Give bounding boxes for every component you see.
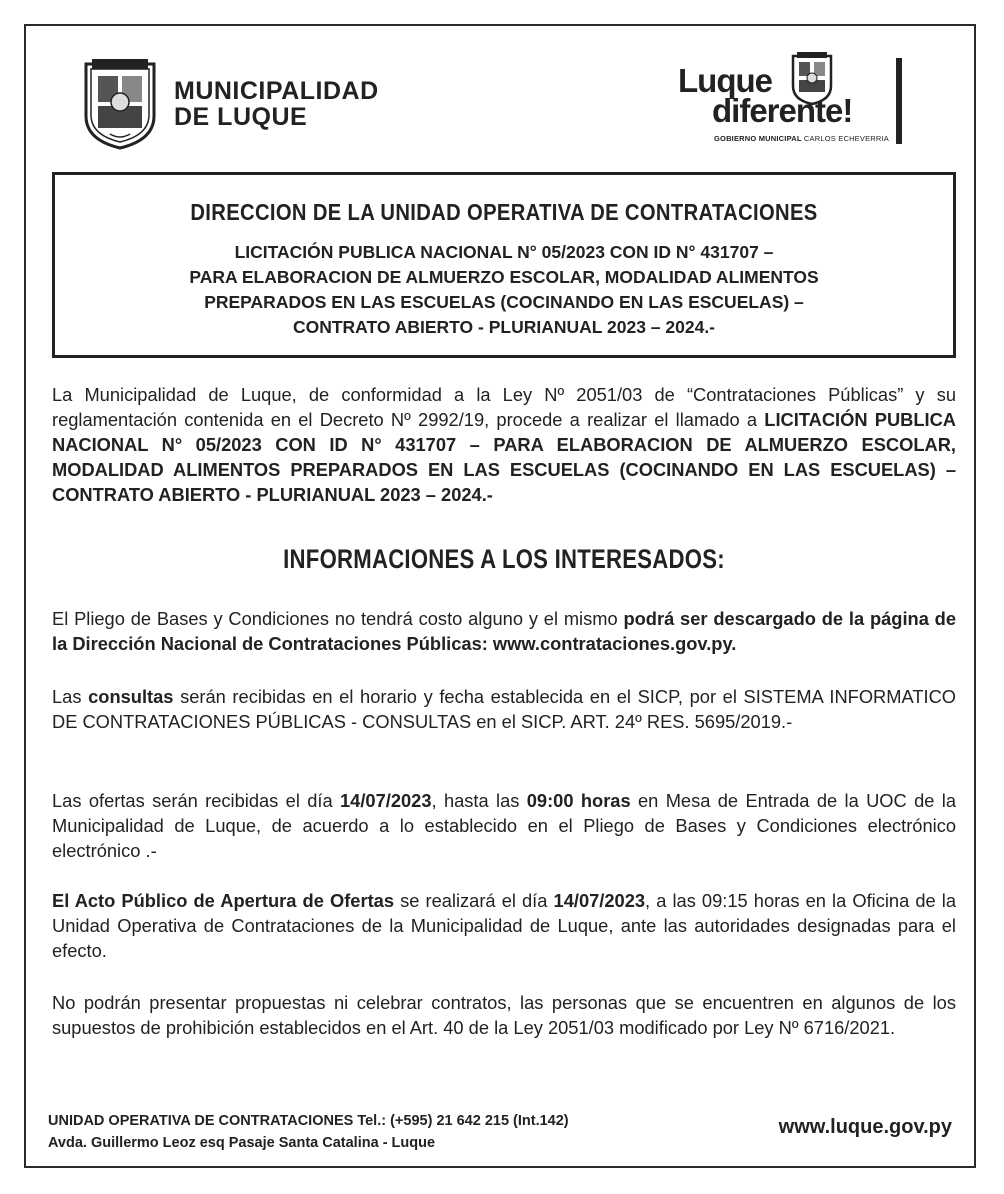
p3-date: 14/07/2023: [340, 790, 432, 811]
footer-contact: [48, 1110, 569, 1154]
p4-text-d: , a las 09:15 horas en la Oficina de la Unidad Operativa de Contrataciones de la Municipalidad de Luque, ante las autoridades designadas para el efecto.: [52, 890, 956, 961]
title-subtitle: [55, 240, 953, 340]
brand-subtitle-rest: CARLOS ECHEVERRIA: [801, 134, 890, 143]
p1-bold: podrá ser descargado de la página de la Dirección Nacional de Contrataciones Públicas: www.contrataciones.gov.py.: [52, 608, 957, 654]
paragraph-pliego: [52, 606, 956, 656]
p2-text-c: serán recibidas en el horario y fecha establecida en el SICP, por el SISTEMA INFORMATICO DE CONTRATACIONES PÚBLICAS - CONSULTAS en el SICP. ART. 24º RES. 5695/2019.-: [52, 686, 956, 732]
footer-line1: UNIDAD OPERATIVA DE CONTRATACIONES Tel.: (+595) 21 642 215 (Int.142): [48, 1113, 569, 1129]
title-sub-line4: CONTRATO ABIERTO - PLURIANUAL 2023 – 2024.-: [292, 317, 716, 337]
section-heading: INFORMACIONES A LOS INTERESADOS:: [283, 544, 725, 574]
paragraph-apertura: [52, 888, 956, 963]
municipality-name-line1: MUNICIPALIDAD: [174, 77, 379, 105]
intro-paragraph: [52, 382, 956, 507]
notice-page: [24, 24, 976, 1168]
intro-text: La Municipalidad de Luque, de conformidad a la Ley Nº 2051/03 de “Contrataciones Públicas” y su reglamentación contenida en el Decreto Nº 2992/19, procede a realizar el llamado a: [52, 384, 956, 430]
brand-subtitle-bold: GOBIERNO MUNICIPAL: [714, 134, 802, 143]
p3-text-c: , hasta las: [431, 790, 527, 811]
title-sub-line3: PREPARADOS EN LAS ESCUELAS (COCINANDO EN LAS ESCUELAS) –: [204, 292, 804, 312]
paragraph-ofertas: [52, 788, 956, 863]
p1-text: El Pliego de Bases y Condiciones no tendrá costo alguno y el mismo: [52, 608, 624, 629]
brand-line2: diferente!: [712, 92, 853, 129]
municipal-seal-icon: [82, 54, 158, 150]
p3-text-a: Las ofertas serán recibidas el día: [52, 790, 341, 811]
footer-line2: Avda. Guillermo Leoz esq Pasaje Santa Catalina - Luque: [48, 1135, 436, 1151]
p4-date: 14/07/2023: [553, 890, 646, 911]
p4-text-b: se realizará el día: [394, 890, 554, 911]
intro-bold: LICITACIÓN PUBLICA NACIONAL N° 05/2023 CON ID N° 431707 – PARA ELABORACION DE ALMUERZO ESCOLAR, MODALIDAD ALIMENTOS PREPARADOS EN LAS ESCUELAS (COCINANDO EN LAS ESCUELAS) – CONTRATO ABIERTO - PLURIANUAL 2023 – 2024.-: [52, 409, 957, 505]
title-main: DIRECCION DE LA UNIDAD OPERATIVA DE CONTRATACIONES: [190, 199, 818, 225]
title-sub-line2: PARA ELABORACION DE ALMUERZO ESCOLAR, MODALIDAD ALIMENTOS: [189, 267, 819, 287]
paragraph-prohibicion: No podrán presentar propuestas ni celebrar contratos, las personas que se encuentren en algunos de los supuestos de prohibición establecidos en el Art. 40 de la Ley 2051/03 modificado por Ley Nº 6716/2021.: [52, 992, 956, 1038]
p2-text-a: Las: [52, 686, 89, 707]
title-sub-line1: LICITACIÓN PUBLICA NACIONAL N° 05/2023 CON ID N° 431707 –: [234, 242, 774, 262]
p3-time: 09:00 horas: [526, 790, 631, 811]
municipality-name-line2: DE LUQUE: [174, 103, 308, 131]
brand-line1: Luque: [678, 62, 772, 99]
brand-subtitle: [714, 134, 889, 143]
brand-divider-bar: [896, 58, 902, 144]
footer-website-link[interactable]: www.luque.gov.py: [778, 1116, 952, 1138]
p2-bold: consultas: [88, 686, 174, 707]
luque-diferente-logo: [678, 50, 918, 150]
p3-text-e: en Mesa de Entrada de la UOC de la Municipalidad de Luque, de acuerdo a lo establecido en el Pliego de Bases y Condiciones electrónico electrónico .-: [52, 790, 956, 861]
p4-bold-a: El Acto Público de Apertura de Ofertas: [52, 890, 394, 911]
title-box: [52, 172, 956, 358]
municipality-name: [174, 78, 379, 130]
paragraph-consultas: [52, 684, 956, 734]
